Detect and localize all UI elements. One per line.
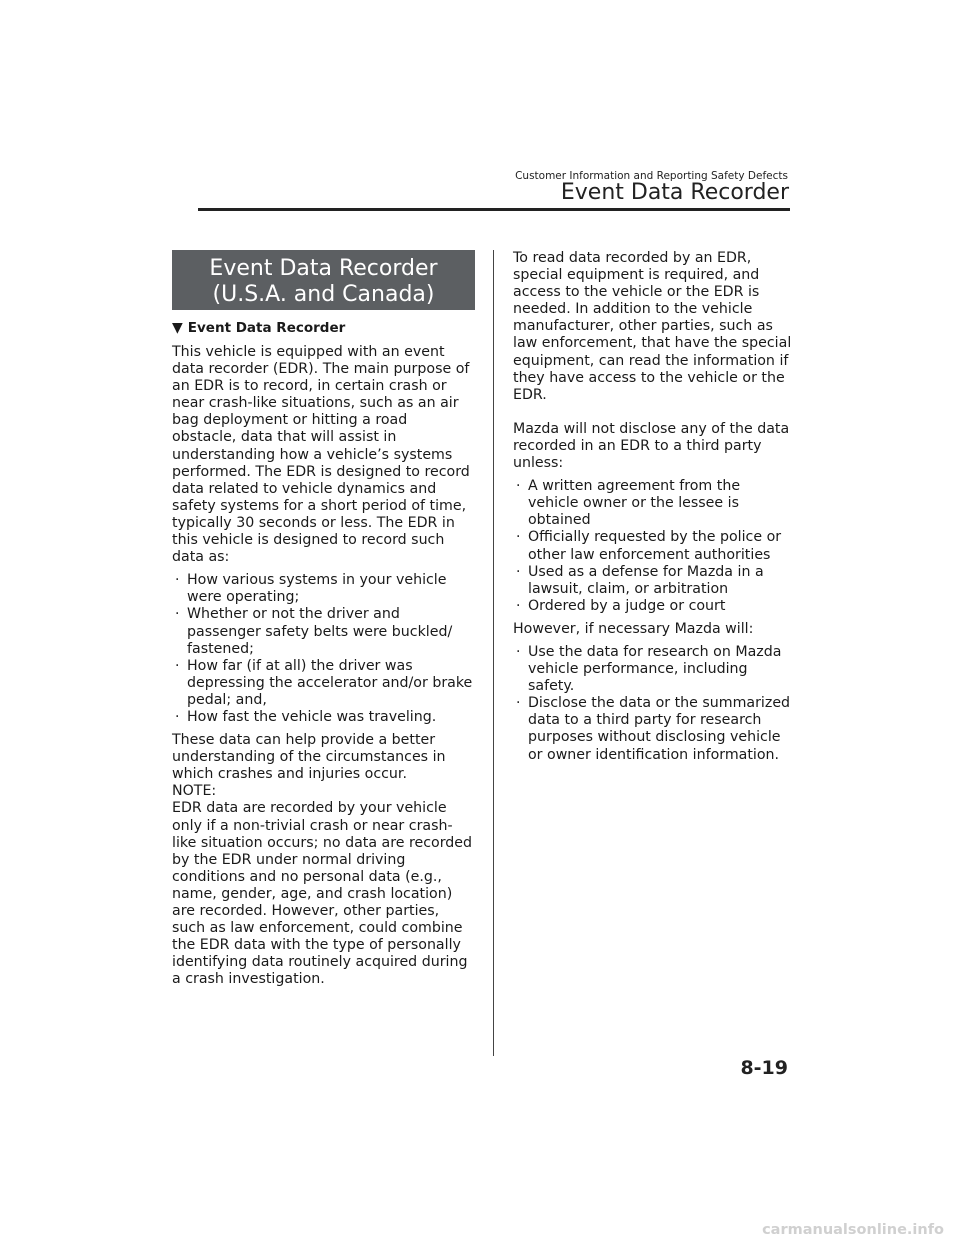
header-title: Event Data Recorder	[560, 180, 789, 205]
note-paragraph: EDR data are recorded by your vehicle only if a non-trivial crash or near crash-like situation occurs; no data are recorded by the EDR under normal driving conditions and no personal data (e.g., name, gender, age, and crash location) are recorded. However, other parties, such as law enforcement, could combine the EDR data with the type of personally identifying data routinely acquired during a crash investigation.	[172, 800, 473, 988]
circumstances-paragraph: These data can help provide a better understanding of the circumstances in which crashes and injuries occur.	[172, 732, 446, 783]
bullet-icon: ·	[516, 563, 521, 580]
disclosure-paragraph: Mazda will not disclose any of the data recorded in an EDR to a third party unless:	[513, 420, 790, 472]
list-item: · How fast the vehicle was traveling.	[175, 708, 437, 725]
bullet-icon: ·	[516, 695, 521, 712]
list-item: · Ordered by a judge or court	[516, 597, 726, 614]
bullet-icon: ·	[175, 708, 180, 725]
section-title-line1: Event Data Recorder	[209, 256, 438, 281]
subheading-text: Event Data Recorder	[187, 320, 346, 336]
page-number: 8-19	[740, 1057, 788, 1079]
bullet-icon: ·	[516, 597, 521, 614]
bullet-icon: ·	[516, 643, 521, 660]
intro-paragraph: This vehicle is equipped with an event data recorder (EDR). The main purpose of an EDR is to record, in certain crash or near crash-like situations, such as an air bag deployment or hitting a road obstacle, data that will assist in understanding how a vehicle’s systems performed. The EDR is designed to record data related to vehicle dynamics and safety systems for a short period of time, typically 30 seconds or less. The EDR in this vehicle is designed to record such data as:	[172, 344, 470, 566]
column-divider	[493, 250, 494, 1056]
list-item: · How far (if at all) the driver was depressing the accelerator and/or brake pedal; and,	[175, 657, 473, 708]
section-title-line2: (U.S.A. and Canada)	[212, 282, 435, 307]
bullet-icon: ·	[175, 572, 180, 589]
note-label: NOTE:	[172, 783, 217, 800]
footer-watermark: carmanualsonline.info	[762, 1222, 944, 1238]
list-item: · How various systems in your vehicle were operating;	[175, 572, 447, 606]
however-paragraph: However, if necessary Mazda will:	[513, 620, 754, 637]
mazda-uses-list	[513, 644, 795, 764]
bullet-icon: ·	[516, 529, 521, 546]
bullet-icon: ·	[175, 606, 180, 623]
bullet-icon: ·	[516, 478, 521, 495]
recorded-data-list	[172, 572, 475, 726]
list-item: · Use the data for research on Mazda vehicle performance, including safety.	[516, 643, 782, 695]
section-title-box	[172, 250, 475, 310]
reading-data-paragraph: To read data recorded by an EDR, special equipment is required, and access to the vehicle or the EDR is needed. In addition to the vehicle manufacturer, other parties, such as law enforcement, that have the special equipment, can read the information if they have access to the vehicle or the EDR.	[513, 250, 792, 403]
header-section: Customer Information and Reporting Safety Defects	[515, 170, 788, 182]
triangle-down-icon: ▼	[172, 320, 183, 336]
bullet-icon: ·	[175, 657, 180, 674]
subheading	[172, 319, 475, 338]
list-item: · Officially requested by the police or other law enforcement authorities	[516, 529, 782, 563]
list-item: · Used as a defense for Mazda in a lawsuit, claim, or arbitration	[516, 563, 764, 597]
header-rule	[198, 208, 790, 211]
right-column	[513, 250, 795, 770]
list-item: · Disclose the data or the summarized data to a third party for research purposes without disclosing vehicle or owner identification information.	[516, 695, 791, 763]
list-item: · Whether or not the driver and passenger safety belts were buckled/ fastened;	[175, 606, 453, 657]
left-column	[172, 250, 475, 988]
list-item: · A written agreement from the vehicle owner or the lessee is obtained	[516, 478, 741, 529]
disclosure-conditions-list	[513, 478, 795, 615]
